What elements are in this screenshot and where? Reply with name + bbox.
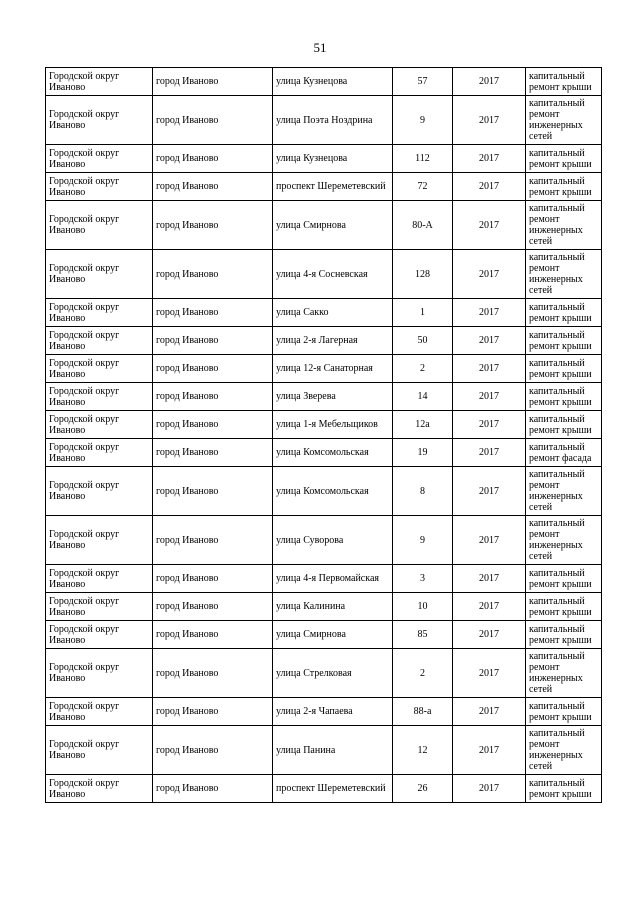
table-row bbox=[46, 411, 602, 439]
year-cell: 2017 bbox=[453, 68, 526, 96]
work-type-cell: капитальный ремонт инженерных сетей bbox=[526, 250, 602, 299]
house-number-cell: 57 bbox=[393, 68, 453, 96]
year-cell: 2017 bbox=[453, 299, 526, 327]
street-cell: улица Смирнова bbox=[273, 621, 393, 649]
work-type-cell: капитальный ремонт крыши bbox=[526, 299, 602, 327]
okrug-cell: Городской округ Иваново bbox=[46, 96, 153, 145]
work-type-cell: капитальный ремонт крыши bbox=[526, 621, 602, 649]
city-cell: город Иваново bbox=[153, 439, 273, 467]
house-number-cell: 2 bbox=[393, 355, 453, 383]
street-cell: улица Кузнецова bbox=[273, 68, 393, 96]
city-cell: город Иваново bbox=[153, 327, 273, 355]
year-cell: 2017 bbox=[453, 439, 526, 467]
street-cell: улица Зверева bbox=[273, 383, 393, 411]
work-type-cell: капитальный ремонт крыши bbox=[526, 565, 602, 593]
table-row bbox=[46, 250, 602, 299]
year-cell: 2017 bbox=[453, 201, 526, 250]
year-cell: 2017 bbox=[453, 250, 526, 299]
work-type-cell: капитальный ремонт инженерных сетей bbox=[526, 201, 602, 250]
street-cell: улица Панина bbox=[273, 726, 393, 775]
city-cell: город Иваново bbox=[153, 649, 273, 698]
table-row bbox=[46, 775, 602, 803]
work-type-cell: капитальный ремонт крыши bbox=[526, 173, 602, 201]
table-row bbox=[46, 698, 602, 726]
work-type-cell: капитальный ремонт крыши bbox=[526, 145, 602, 173]
repair-register-table bbox=[45, 67, 602, 803]
street-cell: улица 4-я Первомайская bbox=[273, 565, 393, 593]
table-body bbox=[46, 68, 602, 803]
city-cell: город Иваново bbox=[153, 411, 273, 439]
year-cell: 2017 bbox=[453, 516, 526, 565]
street-cell: улица Кузнецова bbox=[273, 145, 393, 173]
city-cell: город Иваново bbox=[153, 698, 273, 726]
work-type-cell: капитальный ремонт крыши bbox=[526, 698, 602, 726]
house-number-cell: 8 bbox=[393, 467, 453, 516]
year-cell: 2017 bbox=[453, 593, 526, 621]
street-cell: улица Стрелковая bbox=[273, 649, 393, 698]
table-row bbox=[46, 593, 602, 621]
okrug-cell: Городской округ Иваново bbox=[46, 250, 153, 299]
house-number-cell: 128 bbox=[393, 250, 453, 299]
year-cell: 2017 bbox=[453, 649, 526, 698]
work-type-cell: капитальный ремонт инженерных сетей bbox=[526, 516, 602, 565]
table-row bbox=[46, 565, 602, 593]
year-cell: 2017 bbox=[453, 726, 526, 775]
city-cell: город Иваново bbox=[153, 726, 273, 775]
year-cell: 2017 bbox=[453, 96, 526, 145]
okrug-cell: Городской округ Иваново bbox=[46, 299, 153, 327]
city-cell: город Иваново bbox=[153, 621, 273, 649]
work-type-cell: капитальный ремонт инженерных сетей bbox=[526, 726, 602, 775]
okrug-cell: Городской округ Иваново bbox=[46, 516, 153, 565]
work-type-cell: капитальный ремонт крыши bbox=[526, 775, 602, 803]
street-cell: улица Комсомольская bbox=[273, 467, 393, 516]
okrug-cell: Городской округ Иваново bbox=[46, 698, 153, 726]
table-row bbox=[46, 173, 602, 201]
okrug-cell: Городской округ Иваново bbox=[46, 621, 153, 649]
city-cell: город Иваново bbox=[153, 593, 273, 621]
house-number-cell: 88-а bbox=[393, 698, 453, 726]
house-number-cell: 3 bbox=[393, 565, 453, 593]
house-number-cell: 12а bbox=[393, 411, 453, 439]
street-cell: улица 1-я Мебельщиков bbox=[273, 411, 393, 439]
okrug-cell: Городской округ Иваново bbox=[46, 593, 153, 621]
house-number-cell: 2 bbox=[393, 649, 453, 698]
work-type-cell: капитальный ремонт крыши bbox=[526, 68, 602, 96]
street-cell: улица Комсомольская bbox=[273, 439, 393, 467]
city-cell: город Иваново bbox=[153, 201, 273, 250]
street-cell: улица 2-я Чапаева bbox=[273, 698, 393, 726]
table-row bbox=[46, 96, 602, 145]
okrug-cell: Городской округ Иваново bbox=[46, 327, 153, 355]
city-cell: город Иваново bbox=[153, 516, 273, 565]
house-number-cell: 85 bbox=[393, 621, 453, 649]
year-cell: 2017 bbox=[453, 621, 526, 649]
year-cell: 2017 bbox=[453, 355, 526, 383]
street-cell: улица Суворова bbox=[273, 516, 393, 565]
year-cell: 2017 bbox=[453, 173, 526, 201]
okrug-cell: Городской округ Иваново bbox=[46, 201, 153, 250]
house-number-cell: 14 bbox=[393, 383, 453, 411]
okrug-cell: Городской округ Иваново bbox=[46, 145, 153, 173]
okrug-cell: Городской округ Иваново bbox=[46, 439, 153, 467]
okrug-cell: Городской округ Иваново bbox=[46, 68, 153, 96]
house-number-cell: 12 bbox=[393, 726, 453, 775]
city-cell: город Иваново bbox=[153, 68, 273, 96]
street-cell: улица 12-я Санаторная bbox=[273, 355, 393, 383]
city-cell: город Иваново bbox=[153, 383, 273, 411]
house-number-cell: 9 bbox=[393, 96, 453, 145]
house-number-cell: 1 bbox=[393, 299, 453, 327]
street-cell: проспект Шереметевский bbox=[273, 173, 393, 201]
work-type-cell: капитальный ремонт крыши bbox=[526, 383, 602, 411]
year-cell: 2017 bbox=[453, 775, 526, 803]
year-cell: 2017 bbox=[453, 467, 526, 516]
house-number-cell: 80-А bbox=[393, 201, 453, 250]
city-cell: город Иваново bbox=[153, 467, 273, 516]
street-cell: улица Поэта Ноздрина bbox=[273, 96, 393, 145]
table-row bbox=[46, 68, 602, 96]
table-row bbox=[46, 439, 602, 467]
city-cell: город Иваново bbox=[153, 775, 273, 803]
city-cell: город Иваново bbox=[153, 355, 273, 383]
street-cell: улица Калинина bbox=[273, 593, 393, 621]
house-number-cell: 26 bbox=[393, 775, 453, 803]
street-cell: улица Смирнова bbox=[273, 201, 393, 250]
okrug-cell: Городской округ Иваново bbox=[46, 726, 153, 775]
street-cell: проспект Шереметевский bbox=[273, 775, 393, 803]
city-cell: город Иваново bbox=[153, 250, 273, 299]
table-row bbox=[46, 201, 602, 250]
year-cell: 2017 bbox=[453, 327, 526, 355]
street-cell: улица 4-я Сосневская bbox=[273, 250, 393, 299]
table-row bbox=[46, 383, 602, 411]
house-number-cell: 19 bbox=[393, 439, 453, 467]
table-row bbox=[46, 327, 602, 355]
work-type-cell: капитальный ремонт фасада bbox=[526, 439, 602, 467]
work-type-cell: капитальный ремонт инженерных сетей bbox=[526, 649, 602, 698]
year-cell: 2017 bbox=[453, 565, 526, 593]
city-cell: город Иваново bbox=[153, 565, 273, 593]
year-cell: 2017 bbox=[453, 698, 526, 726]
city-cell: город Иваново bbox=[153, 96, 273, 145]
okrug-cell: Городской округ Иваново bbox=[46, 173, 153, 201]
table-row bbox=[46, 467, 602, 516]
table-row bbox=[46, 355, 602, 383]
year-cell: 2017 bbox=[453, 411, 526, 439]
okrug-cell: Городской округ Иваново bbox=[46, 383, 153, 411]
year-cell: 2017 bbox=[453, 145, 526, 173]
okrug-cell: Городской округ Иваново bbox=[46, 775, 153, 803]
okrug-cell: Городской округ Иваново bbox=[46, 411, 153, 439]
page-number: 51 bbox=[313, 40, 327, 55]
okrug-cell: Городской округ Иваново bbox=[46, 355, 153, 383]
table-row bbox=[46, 649, 602, 698]
work-type-cell: капитальный ремонт крыши bbox=[526, 593, 602, 621]
table-row bbox=[46, 516, 602, 565]
street-cell: улица Сакко bbox=[273, 299, 393, 327]
work-type-cell: капитальный ремонт крыши bbox=[526, 327, 602, 355]
house-number-cell: 10 bbox=[393, 593, 453, 621]
house-number-cell: 50 bbox=[393, 327, 453, 355]
table-row bbox=[46, 621, 602, 649]
work-type-cell: капитальный ремонт инженерных сетей bbox=[526, 96, 602, 145]
street-cell: улица 2-я Лагерная bbox=[273, 327, 393, 355]
work-type-cell: капитальный ремонт крыши bbox=[526, 355, 602, 383]
okrug-cell: Городской округ Иваново bbox=[46, 467, 153, 516]
work-type-cell: капитальный ремонт инженерных сетей bbox=[526, 467, 602, 516]
city-cell: город Иваново bbox=[153, 173, 273, 201]
table-row bbox=[46, 726, 602, 775]
table-row bbox=[46, 145, 602, 173]
city-cell: город Иваново bbox=[153, 299, 273, 327]
table-row bbox=[46, 299, 602, 327]
city-cell: город Иваново bbox=[153, 145, 273, 173]
house-number-cell: 112 bbox=[393, 145, 453, 173]
okrug-cell: Городской округ Иваново bbox=[46, 565, 153, 593]
okrug-cell: Городской округ Иваново bbox=[46, 649, 153, 698]
year-cell: 2017 bbox=[453, 383, 526, 411]
house-number-cell: 9 bbox=[393, 516, 453, 565]
work-type-cell: капитальный ремонт крыши bbox=[526, 411, 602, 439]
house-number-cell: 72 bbox=[393, 173, 453, 201]
